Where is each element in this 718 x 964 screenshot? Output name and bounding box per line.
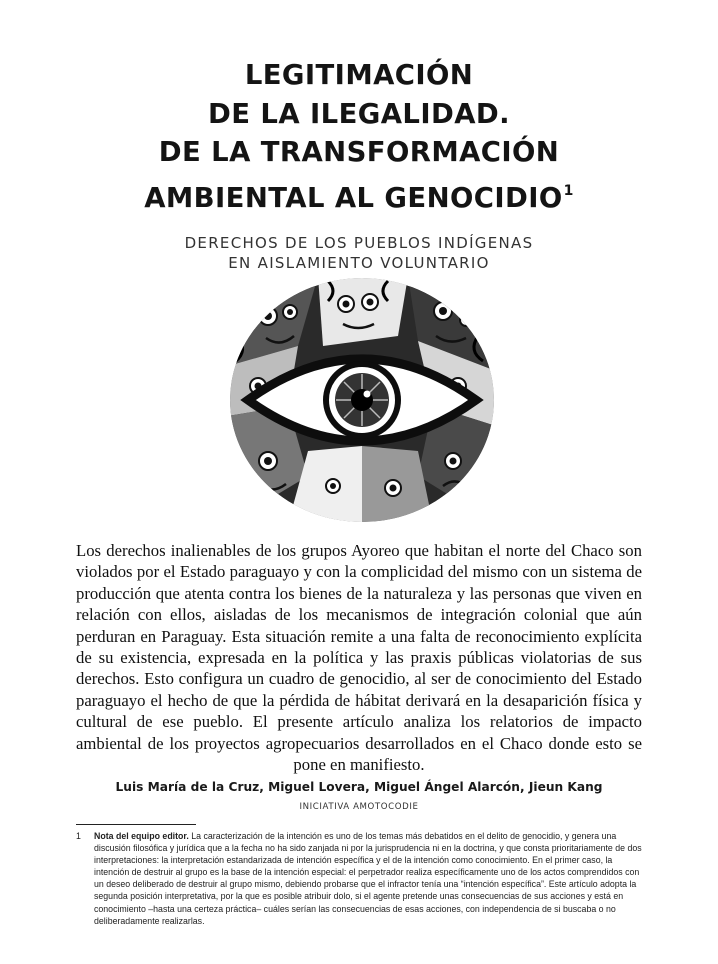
footnote (76, 830, 648, 927)
footnote-text: La caracterización de la intención es uno de los temas más debatidos en el delito de genocidio, y genera una discusión filosófica y jurídica que a la fecha no ha sido zanjada ni por la jurisprudencia ni en la doctrina, y que consta prioritariamente de dos interpretaciones: la interpretación estandarizada de intención específica y el de la intención como conocimiento. En el primer caso, la intención de destruir al grupo es la base de la intención especial: el perpetrador realiza específicamente uno de los actos comprendidos con un deseo deliberado de destruir al grupo mismo, debiendo probarse que el infractor tenía una “intención específica”. Este artículo adopta la segunda posición interpretativa, por la que es posible atribuir dolo, si el agente pretende unas consecuencias de sus acciones y está en conocimiento –hasta una certeza práctica– cuáles serían las consecuencias de esas acciones, con independencia de si buscaba o no deliberadamente realizarlas. (94, 831, 642, 926)
footnote-divider (76, 824, 196, 825)
eye-faces-illustration (228, 276, 496, 524)
title-line-3: DE LA TRANSFORMACIÓN (158, 136, 560, 168)
subtitle-line-2: EN AISLAMIENTO VOLUNTARIO (228, 254, 490, 272)
author-organization: INICIATIVA AMOTOCODIE (299, 802, 419, 812)
title-footnote-mark: 1 (563, 182, 574, 199)
article-subtitle (100, 233, 618, 273)
title-line-4 (60, 172, 658, 218)
author-list: Luis María de la Cruz, Miguel Lovera, Miguel Ángel Alarcón, Jieun Kang (115, 780, 603, 794)
title-line-1: LEGITIMACIÓN (244, 59, 474, 91)
footnote-body (94, 830, 648, 927)
footnote-number: 1 (76, 831, 81, 841)
footnote-lead: Nota del equipo editor. (94, 831, 189, 841)
title-line-2: DE LA ILEGALIDAD. (208, 97, 510, 130)
article-title (60, 56, 658, 217)
abstract-paragraph: Los derechos inalienables de los grupos Ayoreo que habitan el norte del Chaco son violados por el Estado paraguayo y con la complicidad del mismo con un sistema de producción que atenta contra los bienes de la naturaleza y las personas que viven en relación con ellos, aisladas de los mecanismos de integración colonial que aún perduran en Paraguay. Esta situación remite a una falta de reconocimiento explícita de su existencia, expresada en la política y las praxis públicas violatorias de sus derechos. Esto configura un cuadro de genocidio, al ser de conocimiento del Estado paraguayo el hecho de que la pérdida de hábitat derivará en la desaparición física y cultural de ese pueblo. El presente artículo analiza los relatorios de impacto ambiental de los proyectos agropecuarios desarrollados en el Chaco donde esto se pone en manifiesto. (76, 541, 642, 775)
title-line-4-text: AMBIENTAL AL GENOCIDIO (144, 181, 563, 214)
subtitle-line-1: DERECHOS DE LOS PUEBLOS INDÍGENAS (184, 234, 534, 252)
